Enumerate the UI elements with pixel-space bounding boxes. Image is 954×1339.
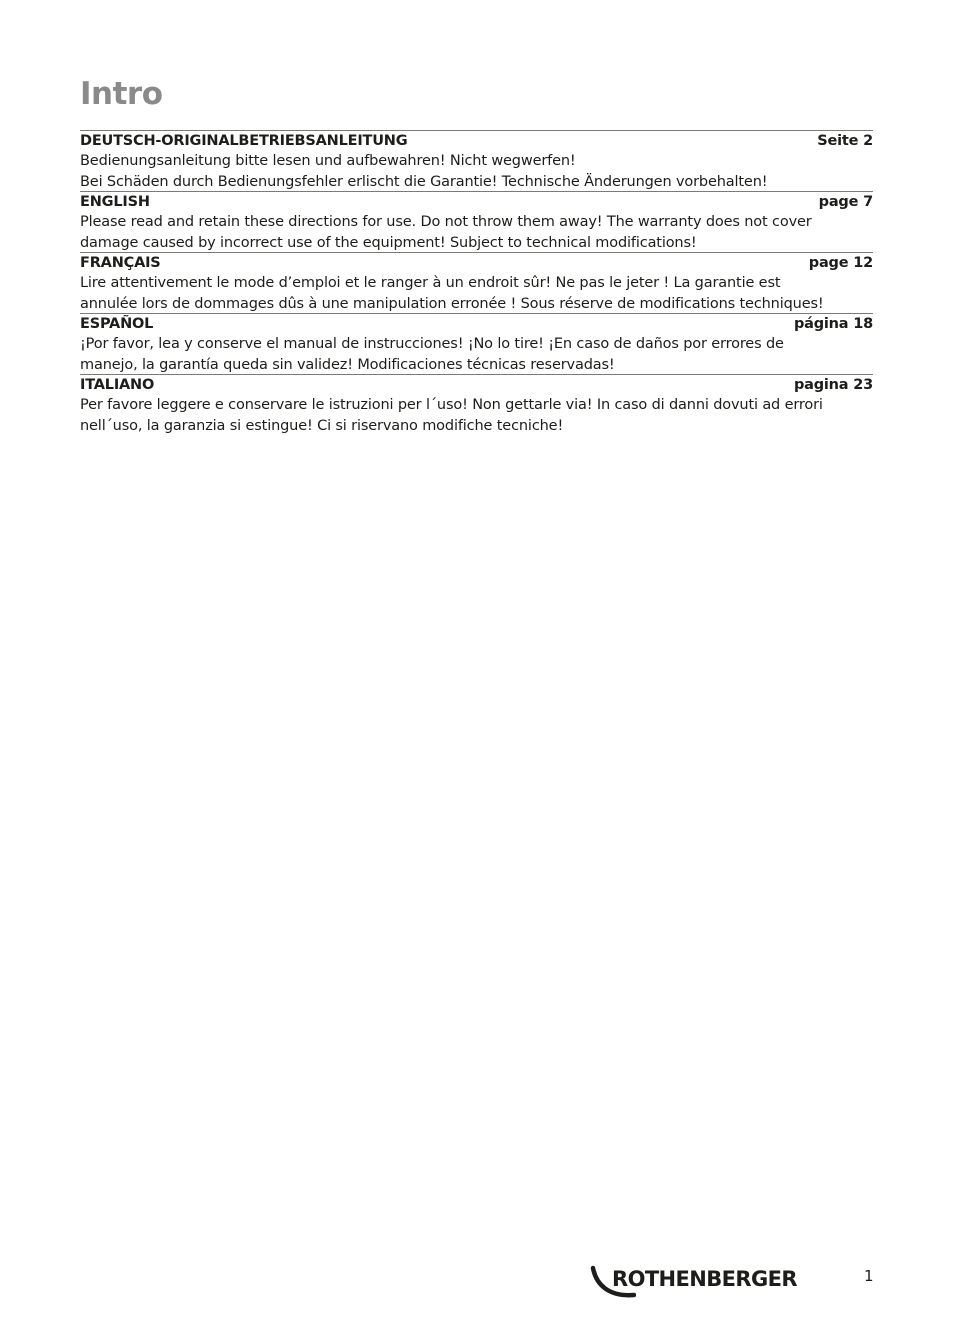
section-italiano xyxy=(80,374,873,434)
section-deutsch xyxy=(80,130,873,190)
section-page-ref: Seite 2 xyxy=(817,133,873,149)
section-page-ref: page 12 xyxy=(808,255,873,271)
brand-logo xyxy=(590,1264,825,1300)
brand-name: ROTHENBERGER xyxy=(612,1267,797,1291)
section-heading: FRANÇAIS xyxy=(80,255,161,271)
page-title: Intro xyxy=(80,76,163,112)
section-page-ref: pagina 23 xyxy=(793,377,873,393)
section-page-ref: page 7 xyxy=(818,194,873,210)
section-header xyxy=(80,254,873,273)
section-line: damage caused by incorrect use of the equipment! Subject to technical modifications! xyxy=(80,234,697,251)
section-header xyxy=(80,132,873,151)
section-francais xyxy=(80,252,873,312)
section-page-ref: página 18 xyxy=(793,316,873,332)
section-body xyxy=(80,273,873,314)
section-header xyxy=(80,376,873,395)
section-line: Please read and retain these directions for use. Do not throw them away! The warranty does not cover xyxy=(80,214,812,230)
page-number: 1 xyxy=(864,1267,874,1285)
section-line: Bei Schäden durch Bedienungsfehler erlischt die Garantie! Technische Änderungen vorbehalten! xyxy=(80,173,768,190)
section-heading: ENGLISH xyxy=(80,194,150,210)
section-body xyxy=(80,212,873,253)
section-line: annulée lors de dommages dûs à une manipulation erronée ! Sous réserve de modifications techniques! xyxy=(80,295,824,312)
section-line: manejo, la garantía queda sin validez! Modificaciones técnicas reservadas! xyxy=(80,356,615,373)
section-heading: DEUTSCH-ORIGINALBETRIEBSANLEITUNG xyxy=(80,133,408,149)
section-line: Lire attentivement le mode d’emploi et le ranger à un endroit sûr! Ne pas le jeter ! La garantie est xyxy=(80,275,781,291)
section-body xyxy=(80,151,873,192)
section-line: Per favore leggere e conservare le istruzioni per l´uso! Non gettarle via! In caso di danni dovuti ad errori xyxy=(80,397,823,413)
section-heading: ITALIANO xyxy=(80,377,155,393)
section-line: ¡Por favor, lea y conserve el manual de instrucciones! ¡No lo tire! ¡En caso de daños por errores de xyxy=(80,336,784,352)
section-header xyxy=(80,193,873,212)
language-index xyxy=(80,130,873,435)
section-line: nell´uso, la garanzia si estingue! Ci si riservano modifiche tecniche! xyxy=(80,417,564,434)
section-line: Bedienungsanleitung bitte lesen und aufbewahren! Nicht wegwerfen! xyxy=(80,153,576,169)
section-heading: ESPAÑOL xyxy=(80,316,154,332)
section-espanol xyxy=(80,313,873,373)
section-body xyxy=(80,395,873,436)
section-header xyxy=(80,315,873,334)
section-body xyxy=(80,334,873,375)
section-english xyxy=(80,191,873,251)
